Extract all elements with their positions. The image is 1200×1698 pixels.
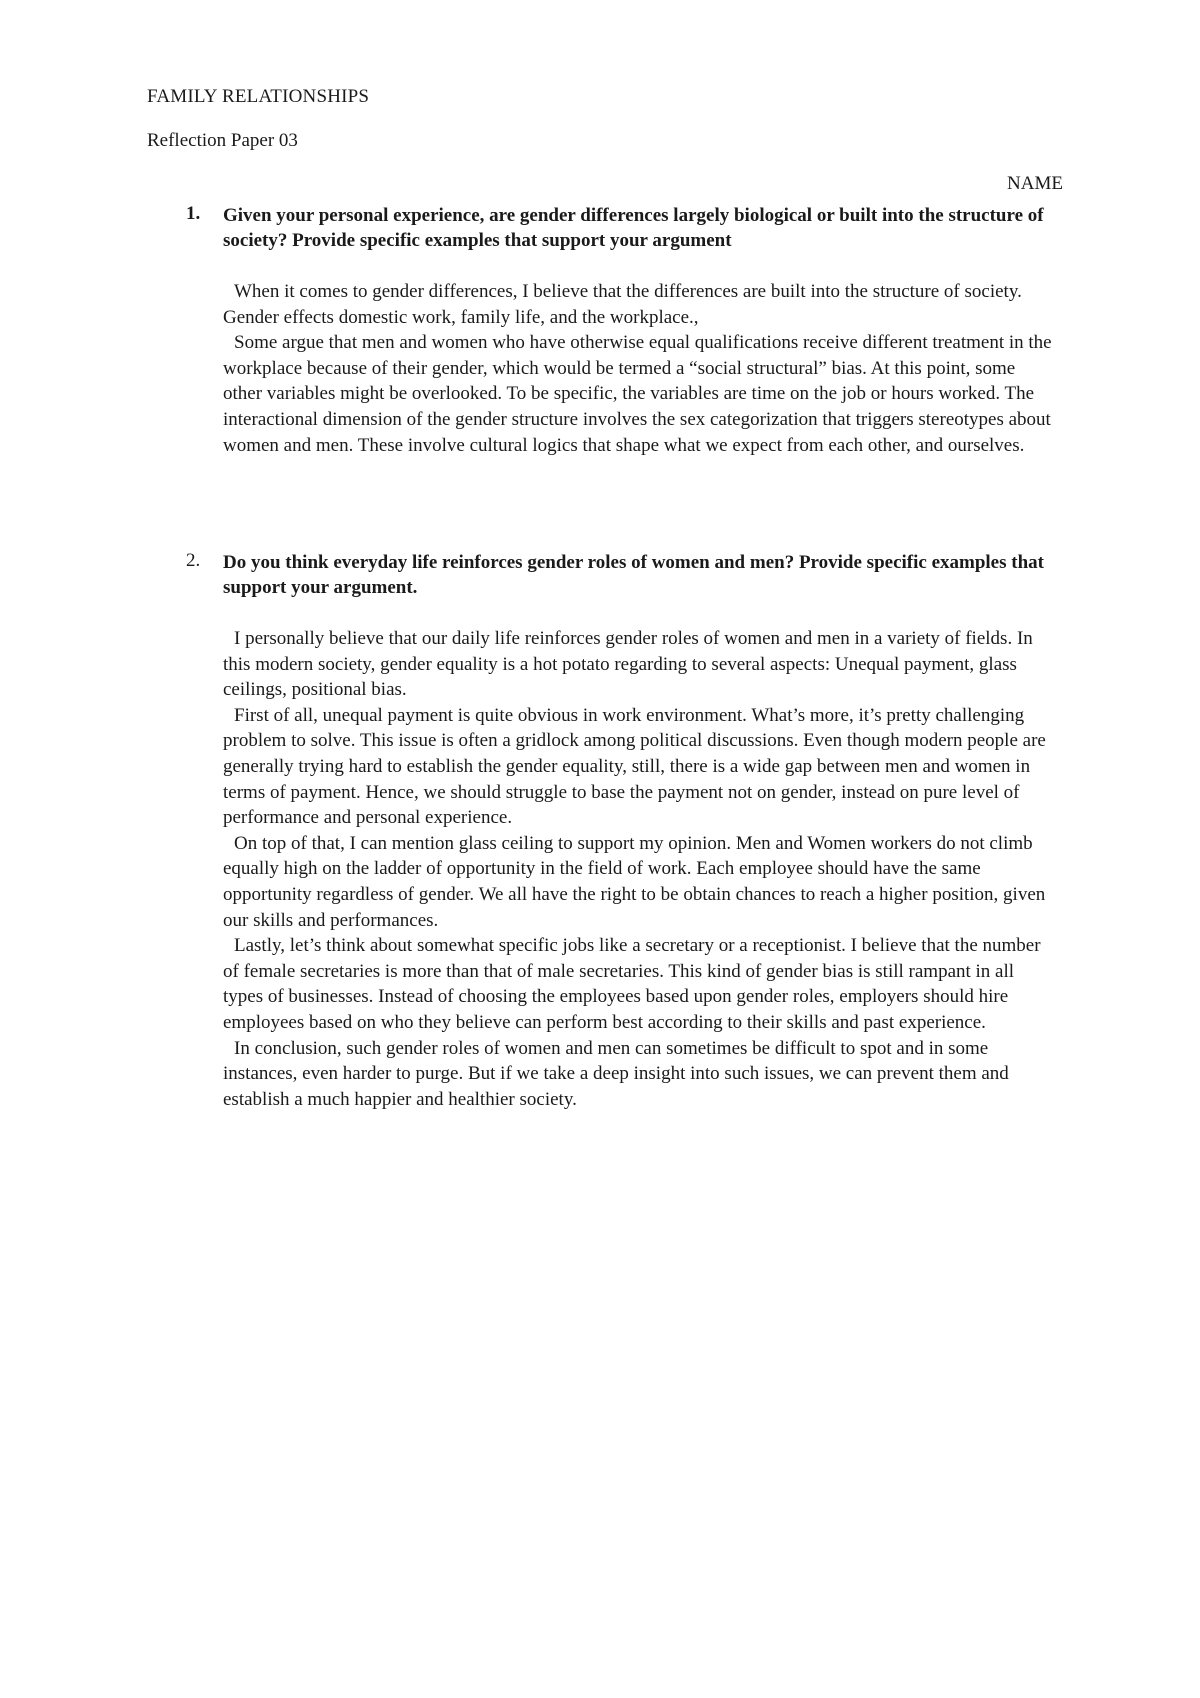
paper-title: Reflection Paper 03 [147, 130, 298, 151]
answer-paragraph: On top of that, I can mention glass ceiling to support my opinion. Men and Women workers do not climb equally high on the ladder of opportunity in the field of work. Each employee should have the same opportunity regardless of gender. We all have the right to be obtain chances to reach a higher position, given our skills and performances. [223, 832, 1046, 931]
question-number: 2. [186, 550, 201, 571]
question-number: 1. [186, 203, 201, 224]
answer-paragraph: I personally believe that our daily life reinforces gender roles of women and men in a variety of fields. In this modern society, gender equality is a hot potato regarding to several aspects: Unequal payment, glass ceilings, positional bias. [223, 628, 1033, 701]
course-title: FAMILY RELATIONSHIPS [147, 86, 370, 107]
name-label: NAME [1007, 173, 1063, 194]
question-prompt: Do you think everyday life reinforces gender roles of women and men? Provide specific examples that support your argument. [223, 552, 1044, 598]
answer-paragraph: First of all, unequal payment is quite obvious in work environment. What’s more, it’s pretty challenging problem to solve. This issue is often a gridlock among political discussions. Even though modern people are generally trying hard to establish the gender equality, still, there is a wide gap between men and women in terms of payment. Hence, we should struggle to base the payment not on gender, instead on pure level of performance and personal experience. [223, 704, 1046, 829]
question-prompt: Given your personal experience, are gender differences largely biological or built into the structure of society? Provide specific examples that support your argument [223, 205, 1044, 251]
answer [223, 279, 1056, 458]
answer-paragraph: Some argue that men and women who have otherwise equal qualifications receive different treatment in the workplace because of their gender, which would be termed a “social structural” bias. At this point, some other variables might be overlooked. To be specific, the variables are time on the job or hours worked. The interactional dimension of the gender structure involves the sex categorization that triggers stereotypes about women and men. These involve cultural logics that shape what we expect from each other, and ourselves. [223, 332, 1052, 456]
answer-paragraph: When it comes to gender differences, I believe that the differences are built into the structure of society. Gender effects domestic work, family life, and the workplace., [223, 281, 1022, 328]
question-2 [186, 550, 1056, 1112]
answer-paragraph: In conclusion, such gender roles of women and men can sometimes be difficult to spot and in some instances, even harder to purge. But if we take a deep insight into such issues, we can prevent them and establish a much happier and healthier society. [223, 1037, 1009, 1110]
question-1 [186, 203, 1056, 458]
answer [223, 626, 1056, 1112]
answer-paragraph: Lastly, let’s think about somewhat specific jobs like a secretary or a receptionist. I believe that the number of female secretaries is more than that of male secretaries. This kind of gender bias is still rampant in all types of businesses. Instead of choosing the employees based upon gender roles, employers should hire employees based on who they believe can perform best according to their skills and past experience. [223, 935, 1041, 1033]
